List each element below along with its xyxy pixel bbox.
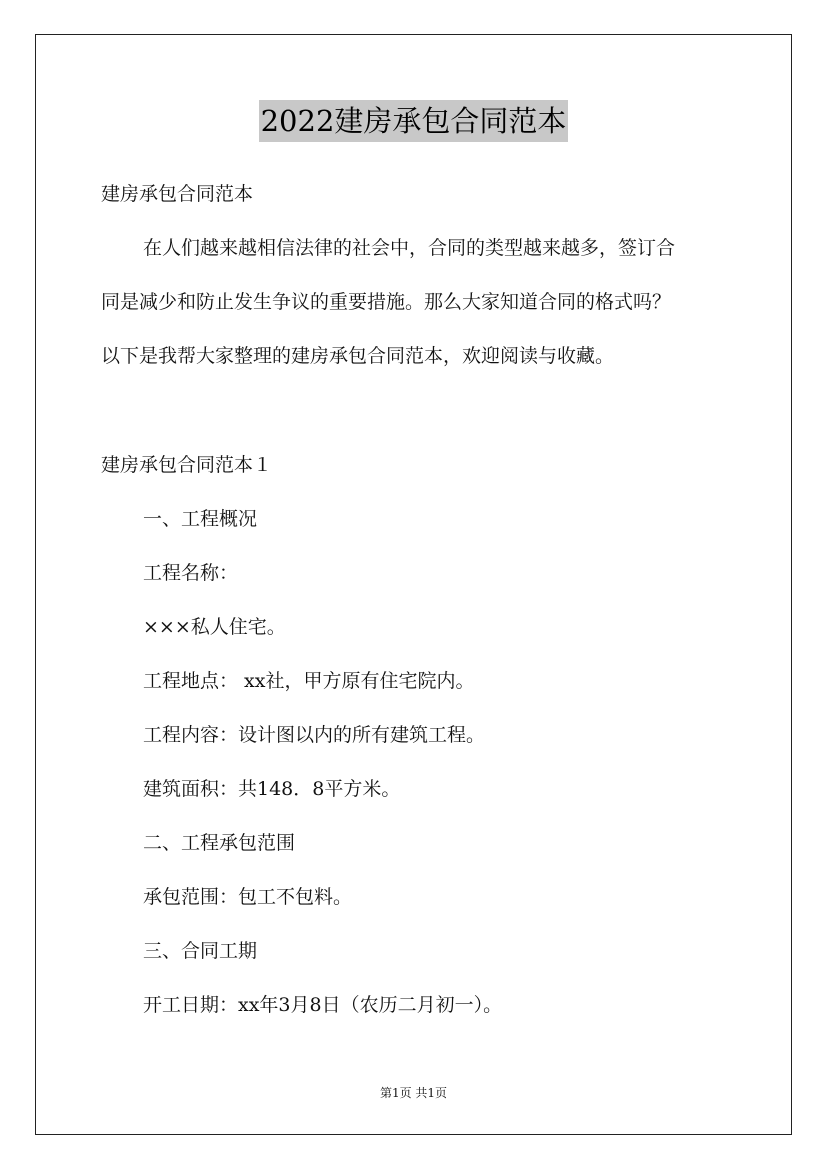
document-subtitle: 建房承包合同范本 — [101, 183, 254, 205]
field-label: 工程名称： — [143, 562, 239, 584]
section-heading: 建房承包合同范本１ — [101, 454, 273, 476]
field-line: 承包范围：包工不包料。 — [143, 886, 353, 908]
title-container — [0, 100, 827, 142]
document-title: 2022建房承包合同范本 — [259, 100, 569, 142]
field-line: 建筑面积：共148．8平方米。 — [143, 778, 401, 800]
field-value: ×××私人住宅。 — [143, 616, 286, 638]
field-line: 开工日期：xx年3月8日（农历二月初一）。 — [143, 994, 503, 1016]
page-number: 第1页 共1页 — [379, 1086, 448, 1100]
field-line: 工程地点： xx社，甲方原有住宅院内。 — [143, 670, 475, 692]
section-item-heading: 二、工程承包范围 — [143, 832, 296, 854]
intro-line: 同是减少和防止发生争议的重要措施。那么大家知道合同的格式吗？ — [101, 291, 672, 313]
section-item-heading: 三、合同工期 — [143, 940, 258, 962]
intro-line: 在人们越来越相信法律的社会中，合同的类型越来越多，签订合 — [143, 237, 676, 259]
intro-line: 以下是我帮大家整理的建房承包合同范本，欢迎阅读与收藏。 — [101, 345, 615, 367]
section-item-heading: 一、工程概况 — [143, 508, 258, 530]
field-line: 工程内容：设计图以内的所有建筑工程。 — [143, 724, 486, 746]
